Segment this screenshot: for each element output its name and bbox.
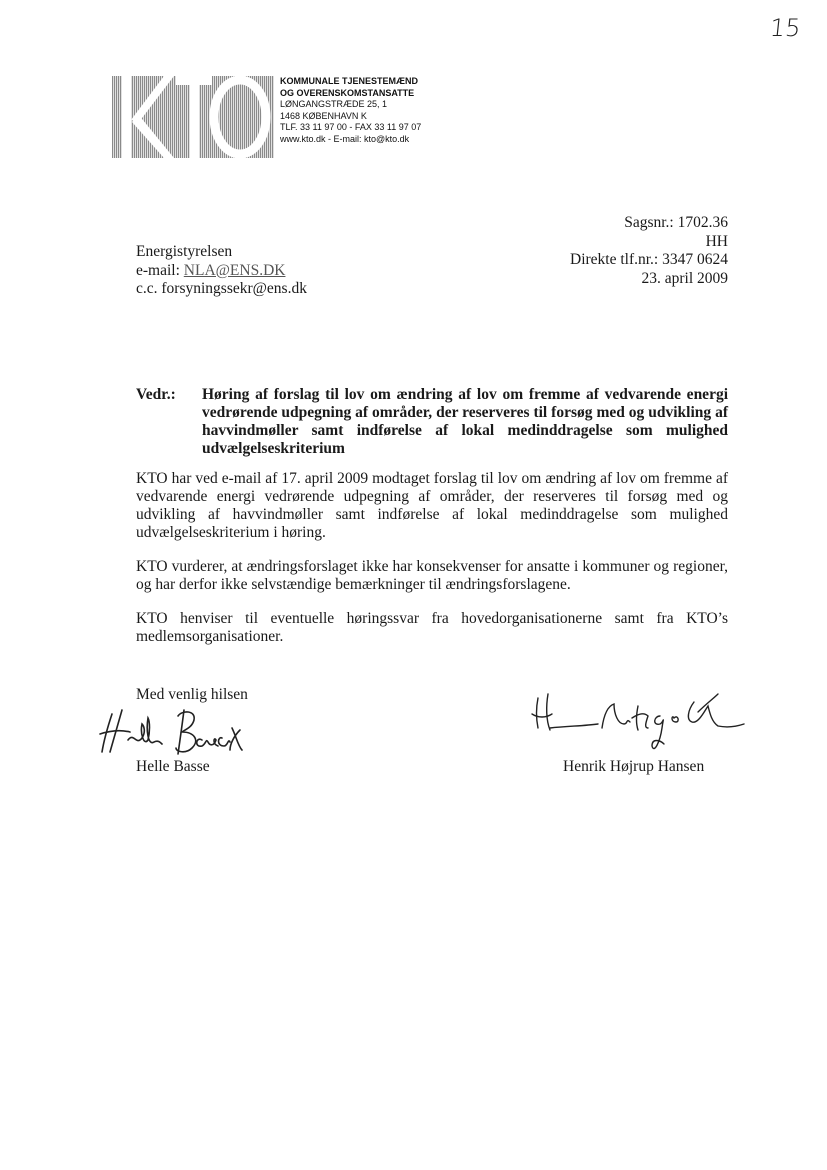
subject-prefix: Vedr.: (136, 386, 176, 403)
recipient-email-label: e-mail: (136, 261, 184, 279)
signer-left-name: Helle Basse (136, 758, 210, 775)
subject-block (136, 386, 728, 458)
org-web-email: www.kto.dk - E-mail: kto@kto.dk (280, 133, 410, 144)
org-name-line-1: KOMMUNALE TJENESTEMÆND (280, 76, 419, 86)
body-paragraph-2: KTO vurderer, at ændringsforslaget ikke har konsekvenser for ansatte i kommuner og regioner, og har derfor ikke selvstændige bemærkninger til ændringsforslagene. (136, 558, 728, 593)
org-city: 1468 KØBENHAVN K (280, 110, 367, 121)
body-paragraph-3: KTO henviser til eventuelle høringssvar fra hovedorganisationerne samt fra KTO’s medlemsorganisationer. (136, 610, 728, 645)
page-number: 15 (768, 14, 803, 42)
signer-right-name: Henrik Højrup Hansen (563, 758, 705, 775)
body-paragraph-1: KTO har ved e-mail af 17. april 2009 modtaget forslag til lov om ændring af lov om fremme af vedvarende energi vedrørende udpegning af områder, der reserveres til forsøg med og udvikling af havvindmøller samt indførelse af lokal medinddragelse som mulighed udvælgelseskriterium i høring. (136, 470, 728, 541)
sender-initials: HH (705, 232, 728, 250)
direct-phone: Direkte tlf.nr.: 3347 0624 (570, 251, 728, 268)
org-street: LØNGANGSTRÆDE 25, 1 (280, 99, 388, 109)
subject-text: Høring af forslag til lov om ændring af lov om fremme af vedvarende energi vedrørende udpegning af områder, der reserveres til forsøg med og udvikling af havvindmøller samt indførelse af lokal medinddragelse som mulighed udvælgelseskriterium (202, 386, 728, 457)
letter-date: 23. april 2009 (641, 269, 728, 287)
signature-henrik-hojrup-hansen (528, 684, 748, 762)
closing-greeting: Med venlig hilsen (136, 686, 248, 703)
letter-body (136, 470, 728, 662)
kto-logo (112, 76, 274, 158)
recipient-cc: c.c. forsyningssekr@ens.dk (136, 280, 307, 297)
recipient-block (136, 243, 307, 299)
org-address (280, 76, 421, 145)
recipient-email-line (136, 262, 307, 281)
signature-helle-basse (90, 696, 250, 758)
letter-meta (570, 214, 728, 288)
recipient-email-link[interactable]: NLA@ENS.DK (183, 261, 286, 279)
org-phone-fax: TLF. 33 11 97 00 - FAX 33 11 97 07 (280, 122, 422, 132)
recipient-name: Energistyrelsen (136, 243, 233, 260)
case-number: Sagsnr.: 1702.36 (624, 214, 728, 231)
org-name-line-2: OG OVERENSKOMSTANSATTE (280, 87, 415, 98)
